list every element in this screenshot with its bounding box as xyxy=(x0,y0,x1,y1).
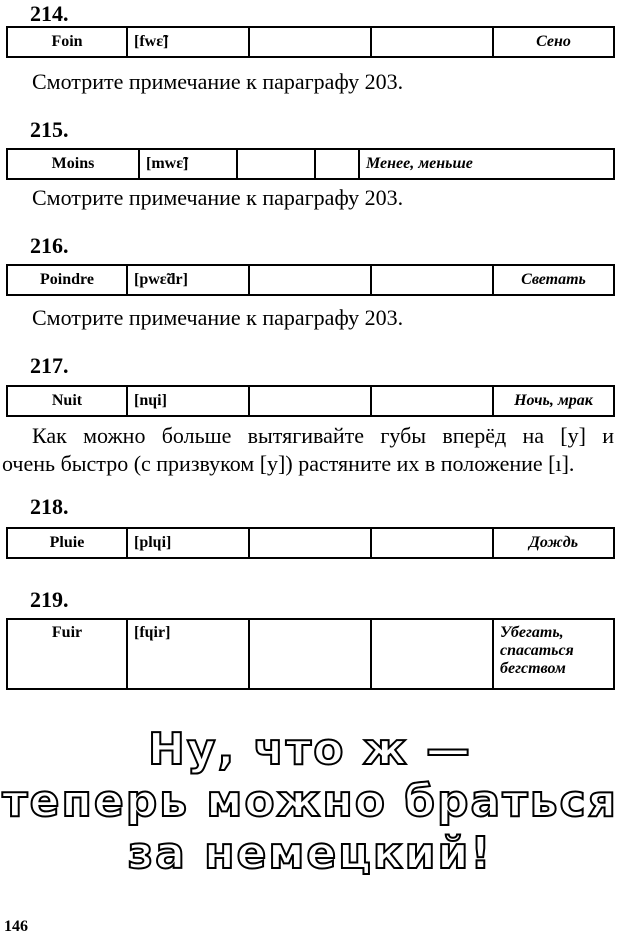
empty-cell xyxy=(371,619,493,689)
translation-line: спасаться xyxy=(500,642,574,659)
french-word: Poindre xyxy=(7,265,127,295)
word-table xyxy=(6,385,615,417)
translation: Ночь, мрак xyxy=(493,386,614,416)
empty-cell xyxy=(249,265,371,295)
translation: Дождь xyxy=(493,528,614,558)
transcription: [fɥir] xyxy=(127,619,249,689)
empty-cell xyxy=(249,619,371,689)
french-word: Pluie xyxy=(7,528,127,558)
translation: Сено xyxy=(493,27,614,57)
note-text: Смотрите примечание к параграфу 203. xyxy=(32,69,404,94)
paragraph-number: 217. xyxy=(30,353,69,378)
empty-cell xyxy=(371,386,493,416)
word-table xyxy=(6,618,615,690)
banner-line-2: теперь можно браться xyxy=(2,776,618,827)
empty-cell xyxy=(249,27,371,57)
banner-line-1: Ну, что ж — xyxy=(148,724,472,775)
empty-cell xyxy=(315,149,359,179)
empty-cell xyxy=(371,528,493,558)
note-text: Смотрите примечание к параграфу 203. xyxy=(32,185,404,210)
paragraph-number: 219. xyxy=(30,587,69,612)
word-table xyxy=(6,26,615,58)
paragraph-number: 216. xyxy=(30,233,69,258)
transcription: [fwɛ̃] xyxy=(127,27,249,57)
french-word: Nuit xyxy=(7,386,127,416)
note-text: Смотрите примечание к параграфу 203. xyxy=(32,305,404,330)
translation-line: бегством xyxy=(500,660,566,677)
word-table xyxy=(6,264,615,296)
paragraph-number: 218. xyxy=(30,494,69,519)
transcription: [pwɛ̃dr] xyxy=(127,265,249,295)
french-word: Fuir xyxy=(7,619,127,689)
french-word: Moins xyxy=(7,149,139,179)
translation: Светать xyxy=(493,265,614,295)
page-number: 146 xyxy=(4,918,28,935)
note-text: очень быстро (с призвуком [у]) растяните их в положение [ı]. xyxy=(2,451,575,476)
transcription: [plɥi] xyxy=(127,528,249,558)
translation: Менее, меньше xyxy=(359,149,614,179)
empty-cell xyxy=(237,149,315,179)
word-table xyxy=(6,148,615,180)
empty-cell xyxy=(371,27,493,57)
translation xyxy=(493,619,614,689)
french-word: Foin xyxy=(7,27,127,57)
empty-cell xyxy=(371,265,493,295)
word-table xyxy=(6,527,615,559)
paragraph-number: 215. xyxy=(30,117,69,142)
note-text: Как можно больше вытягивайте губы вперёд на [у] и xyxy=(32,423,614,448)
empty-cell xyxy=(249,528,371,558)
translation-line: Убегать, xyxy=(500,624,564,641)
transcription: [nɥi] xyxy=(127,386,249,416)
banner-line-3: за немецкий! xyxy=(127,828,493,879)
paragraph-number: 214. xyxy=(30,1,69,26)
empty-cell xyxy=(249,386,371,416)
transcription: [mwɛ̃] xyxy=(139,149,237,179)
